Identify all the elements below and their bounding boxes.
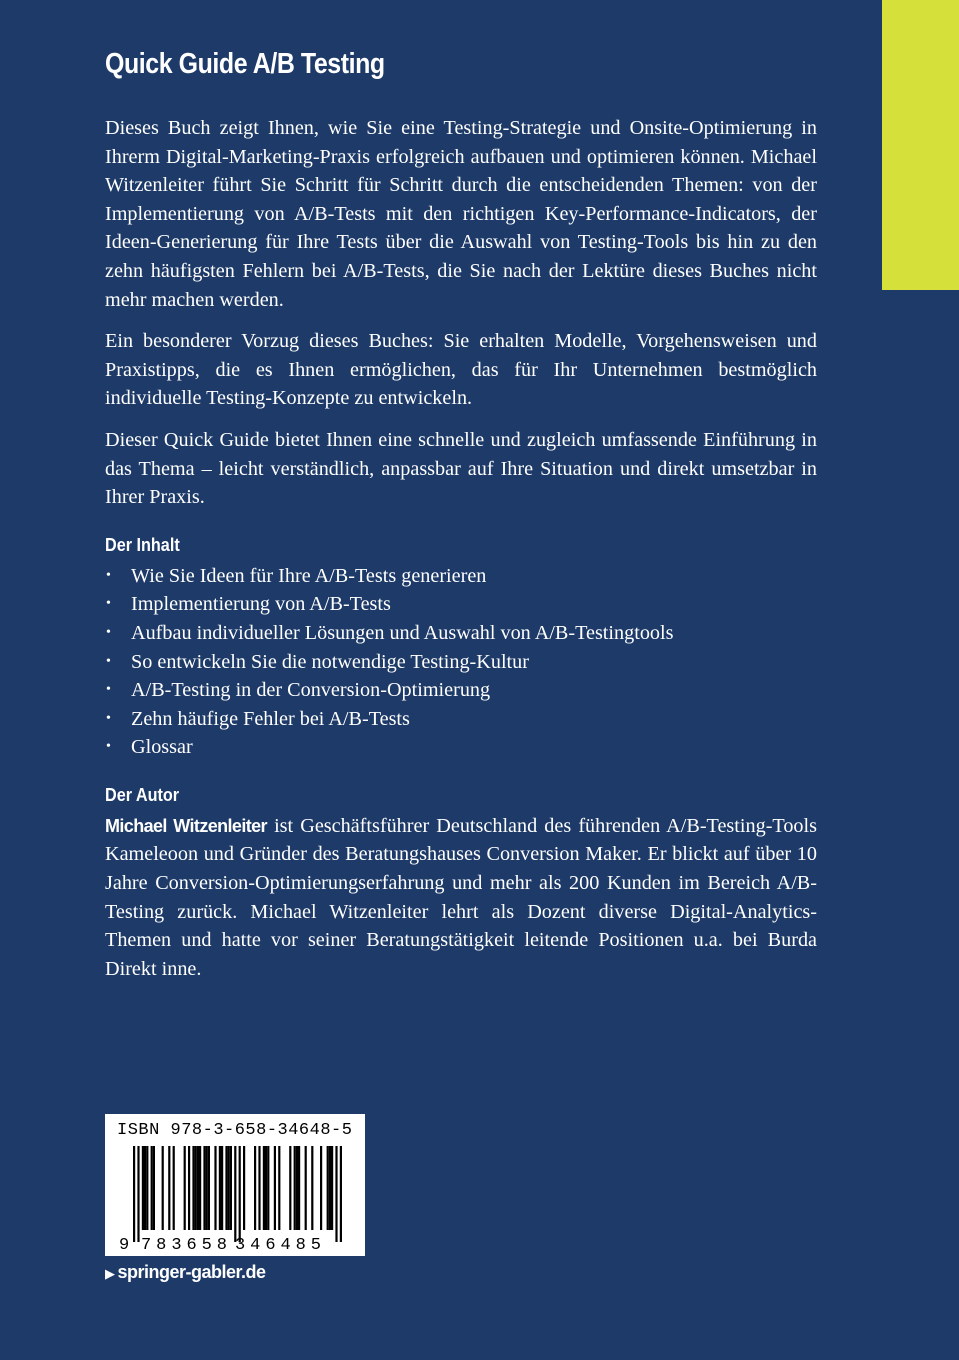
accent-bar [882,0,959,290]
bullet-icon: • [106,596,111,612]
barcode-bar [144,1146,146,1230]
bullet-icon: • [106,710,111,726]
list-item: • Zehn häufige Fehler bei A/B-Tests [105,705,817,734]
barcode-bar [320,1146,322,1230]
barcode-bar [243,1146,245,1230]
barcode-bar [199,1146,201,1230]
author-bio [105,812,817,984]
isbn-label: ISBN 978-3-658-34648-5 [117,1121,353,1140]
barcode-bar [298,1146,300,1230]
list-item: • Wie Sie Ideen für Ihre A/B-Tests generieren [105,562,817,591]
barcode-bars [133,1146,342,1242]
barcode-bar [221,1146,223,1230]
barcode-bar [329,1146,331,1230]
barcode-bar [331,1146,333,1230]
list-item: • So entwickeln Sie die notwendige Testing-Kultur [105,648,817,677]
bullet-icon: • [106,567,111,583]
ean-left-group: 783658 [141,1236,227,1255]
barcode-bar [340,1146,342,1242]
barcode-bar [294,1146,296,1230]
barcode [105,1114,365,1256]
barcode-bar [151,1146,153,1230]
book-title: Quick Guide A/B Testing [105,48,385,80]
barcode-bar [335,1146,337,1242]
barcode-bar [327,1146,329,1230]
barcode-bar [219,1146,221,1230]
barcode-bar [208,1146,210,1230]
barcode-bar [197,1146,199,1230]
barcode-bar [265,1146,267,1230]
barcode-bar [173,1146,175,1230]
barcode-bar [311,1146,313,1230]
ean-first-digit: 9 [119,1236,130,1255]
barcode-bar [254,1146,256,1230]
publisher-link-text: springer-gabler.de [117,1262,266,1282]
barcode-bar [195,1146,197,1230]
right-triangle-icon: ▶ [105,1266,115,1281]
barcode-bar [234,1146,236,1242]
list-item: • Implementierung von A/B-Tests [105,590,817,619]
barcode-bar [133,1146,135,1242]
barcode-bar [142,1146,144,1230]
intro-paragraph-2: Ein besonderer Vorzug dieses Buches: Sie erhalten Modelle, Vorgehensweisen und Praxistipps, die es Ihnen ermöglichen, das für Ihr Unternehmen bestmöglich individuelle Testing-Konzepte zu entwickeln. [105,330,817,410]
barcode-bar [184,1146,186,1230]
contents-list [105,562,817,762]
contents-heading: Der Inhalt [105,534,180,555]
bullet-icon: • [106,624,111,640]
barcode-bar [214,1146,216,1230]
barcode-bar [137,1146,139,1242]
barcode-bar [188,1146,190,1230]
intro-paragraph-1: Dieses Buch zeigt Ihnen, wie Sie eine Testing-Strategie und Onsite-Optimierung in Ihrerm Digital-Marketing-Praxis erfolgreich aufbauen und optimieren können. Michael Witzenleiter führt Sie Schritt für Schritt durch die entscheidenden Themen: von der Implementierung von A/B-Tests mit den richtigen Key-Performance-Indicators, der Ideen-Generierung für Ihre Tests über die Auswahl von Testing-Tools bis hin zu den zehn häufigsten Fehlern bei A/B-Tests, die Sie nach der Lektüre dieses Buches nicht mehr machen werden. [105,117,817,311]
barcode-bar [203,1146,205,1230]
ean-right-group: 346485 [235,1236,321,1255]
barcode-bar [263,1146,265,1230]
barcode-bar [228,1146,230,1230]
publisher-link[interactable] [105,1262,266,1283]
barcode-bar [289,1146,291,1230]
list-item: • Aufbau individueller Lösungen und Auswahl von A/B-Testingtools [105,619,817,648]
barcode-bar [258,1146,260,1230]
author-heading: Der Autor [105,784,180,805]
barcode-bar [278,1146,280,1230]
barcode-bar [239,1146,241,1242]
barcode-bar [192,1146,194,1230]
list-item: • A/B-Testing in der Conversion-Optimierung [105,676,817,705]
barcode-bar [162,1146,164,1230]
barcode-bar [225,1146,227,1230]
bullet-icon: • [106,653,111,669]
barcode-bar [146,1146,148,1230]
list-item: • Glossar [105,733,817,762]
author-name: Michael Witzenleiter [105,815,267,836]
barcode-bar [168,1146,170,1230]
back-cover-content [105,44,817,996]
barcode-bar [230,1146,232,1230]
barcode-bar [305,1146,307,1230]
intro-paragraph-3: Dieser Quick Guide bietet Ihnen eine schnelle und zugleich umfassende Einführung in das Thema – leicht verständlich, anpassbar auf Ihre Situation und direkt umsetzbar in Ihrer Praxis. [105,428,817,509]
barcode-bar [274,1146,276,1230]
barcode-bar [267,1146,269,1230]
barcode-bar [153,1146,155,1230]
bullet-icon: • [106,682,111,698]
bullet-icon: • [106,739,111,755]
author-bio-text: ist Geschäftsführer Deutschland des führenden A/B-Testing-Tools Kameleoon und Gründer des Beratungshauses Conversion Maker. Er blickt auf über 10 Jahre Conversion-Optimierungserfahrung und mehr als 200 Kunden im Bereich A/B-Testing zurück. Michael Witzenleiter lehrt als Dozent diverse Digital-Analytics-Themen und hatte vor seiner Beratungstätigkeit leitende Positionen u.a. bei Burda Direkt inne. [105,814,817,980]
barcode-bar [206,1146,208,1230]
barcode-bar [296,1146,298,1230]
isbn-barcode-box [105,1114,365,1256]
